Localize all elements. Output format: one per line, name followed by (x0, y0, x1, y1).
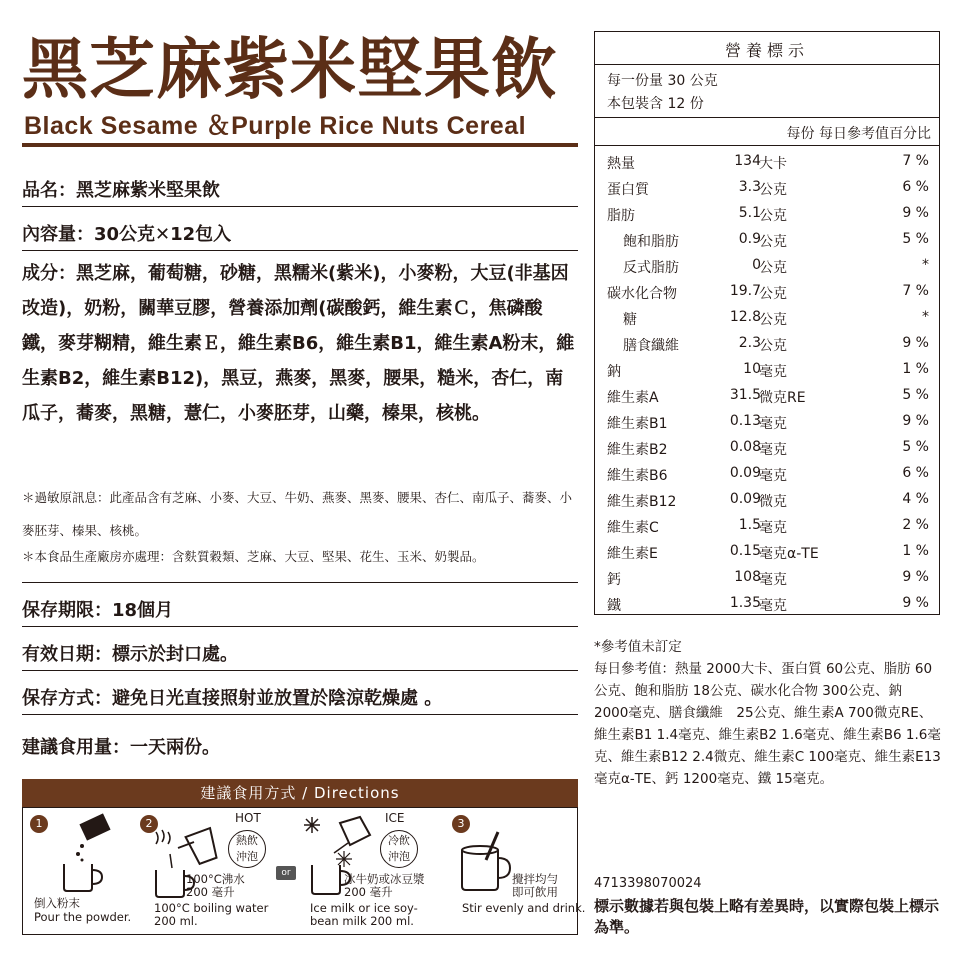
nutrient-unit: 毫克 (759, 520, 787, 536)
daily-value-percent: 9 % (902, 569, 929, 585)
nutrient-name: 鈉 (607, 364, 621, 380)
nutrient-name: 維生素C (607, 520, 659, 536)
nutrient-name: 維生素B12 (607, 494, 677, 510)
nutrient-value: 10 (743, 361, 761, 377)
hot-brew-badge: 熱飲 沖泡 (228, 830, 266, 868)
pour-powder-icon (52, 812, 122, 892)
nutrient-value: 1.5 (738, 517, 761, 533)
nutrition-row (595, 305, 939, 331)
daily-value-percent: * (922, 309, 929, 325)
daily-value-percent: 5 % (902, 231, 929, 247)
nutrient-value: 5.1 (738, 205, 761, 221)
nutrition-row (595, 513, 939, 539)
disclaimer: 標示數據若與包裝上略有差異時，以實際包裝上標示為準。 (594, 897, 940, 936)
nutrition-row (595, 201, 939, 227)
storage: 保存方式：避免日光直接照射並放置於陰涼乾燥處 。 (22, 688, 443, 709)
product-title-zh: 黑芝麻紫米堅果飲 (22, 31, 558, 108)
daily-value-percent: 4 % (902, 491, 929, 507)
nutrient-name: 鐵 (607, 598, 621, 614)
nutrient-name: 糖 (623, 312, 637, 328)
nutrient-value: 1.35 (729, 595, 761, 611)
nutrient-name: 碳水化合物 (607, 286, 677, 302)
nutrient-name: 維生素E (607, 546, 658, 562)
divider (22, 582, 578, 583)
nutrition-row (595, 539, 939, 565)
divider (22, 206, 578, 207)
daily-value-percent: 7 % (902, 153, 929, 169)
nutrition-row (595, 591, 939, 617)
nutrition-row (595, 435, 939, 461)
nutrient-unit: 大卡 (759, 156, 787, 172)
nutrient-name: 熱量 (607, 156, 635, 172)
nutrient-value: 19.7 (729, 283, 761, 299)
nutrient-unit: 毫克α-TE (759, 546, 819, 562)
daily-value-percent: 5 % (902, 439, 929, 455)
nutrient-value: 0.15 (729, 543, 761, 559)
serving-size: 每一份量 30 公克 (607, 73, 718, 89)
nutrient-name: 維生素B6 (607, 468, 668, 484)
divider (595, 117, 939, 118)
daily-value-percent: 9 % (902, 413, 929, 429)
nutrient-unit: 公克 (759, 208, 787, 224)
nutrient-value: 0.13 (729, 413, 761, 429)
nutrient-unit: 毫克 (759, 442, 787, 458)
daily-value-percent: * (922, 257, 929, 273)
hot-water-label-en: 100°C boiling water 200 ml. (154, 901, 269, 928)
hot-water-label-zh: 100°C沸水 200 毫升 (186, 872, 245, 899)
nutrient-unit: 毫克 (759, 416, 787, 432)
nutrient-name: 蛋白質 (607, 182, 649, 198)
step-3-label-zh: 攪拌均勻 即可飲用 (512, 872, 558, 899)
nutrition-title: 營養標示 (724, 41, 809, 60)
product-name: 品名：黑芝麻紫米堅果飲 (22, 180, 220, 201)
step-1-number: 1 (30, 815, 48, 833)
nutrient-name: 脂肪 (607, 208, 635, 224)
barcode-number: 4713398070024 (594, 876, 702, 891)
allergen-note: ＊過敏原訊息：此產品含有芝麻、小麥、大豆、牛奶、燕麥、黑麥、腰果、杏仁、南瓜子、蕎麥、小麥胚芽、榛果、核桃。 (22, 490, 573, 538)
step-3-label-en: Stir evenly and drink. (462, 901, 586, 915)
nutrient-value: 0 (752, 257, 761, 273)
ice-label: ICE (385, 811, 405, 825)
nutrient-value: 0.09 (729, 465, 761, 481)
product-title-en: Black Sesame ＆Purple Rice Nuts Cereal (24, 112, 527, 140)
nutrient-unit: 公克 (759, 234, 787, 250)
factory-note: ＊本食品生產廠房亦處理：含麩質穀類、芝麻、大豆、堅果、花生、玉米、奶製品。 (22, 549, 485, 564)
nutrient-value: 31.5 (729, 387, 761, 403)
step-2-number: 2 (140, 815, 158, 833)
daily-value-percent: 7 % (902, 283, 929, 299)
nutrition-row (595, 383, 939, 409)
nutrient-value: 0.09 (729, 491, 761, 507)
nutrient-unit: 毫克 (759, 598, 787, 614)
shelf-life: 保存期限：18個月 (22, 600, 174, 621)
nutrition-table (594, 31, 940, 615)
nutrient-name: 維生素A (607, 390, 659, 406)
ice-milk-label-zh: 冰牛奶或冰豆漿 200 毫升 (344, 872, 425, 899)
nutrient-value: 0.08 (729, 439, 761, 455)
servings-per-package: 本包裝含 12 份 (607, 96, 704, 112)
nutrition-row (595, 565, 939, 591)
nutrition-row (595, 227, 939, 253)
column-header: 每份 每日參考值百分比 (786, 126, 931, 142)
nutrient-unit: 微克RE (759, 390, 806, 406)
nutrient-unit: 公克 (759, 260, 787, 276)
hot-label: HOT (235, 811, 261, 825)
nutrition-row (595, 357, 939, 383)
nutrition-row (595, 487, 939, 513)
cold-brew-badge: 冷飲 沖泡 (380, 830, 418, 868)
nutrient-unit: 毫克 (759, 572, 787, 588)
daily-value-percent: 1 % (902, 543, 929, 559)
nutrient-unit: 公克 (759, 312, 787, 328)
nutrient-name: 維生素B1 (607, 416, 668, 432)
nutrient-unit: 微克 (759, 494, 787, 510)
nutrient-value: 134 (734, 153, 761, 169)
nutrient-name: 飽和脂肪 (623, 234, 679, 250)
daily-value-percent: 6 % (902, 179, 929, 195)
daily-value-percent: 2 % (902, 517, 929, 533)
content-amount: 內容量：30公克✕12包入 (22, 224, 232, 245)
or-separator: or (276, 866, 296, 880)
nutrition-row (595, 461, 939, 487)
daily-value-percent: 9 % (902, 595, 929, 611)
nutrient-unit: 公克 (759, 182, 787, 198)
divider (595, 64, 939, 65)
step-1-label-en: Pour the powder. (34, 910, 132, 924)
serving-suggestion: 建議食用量：一天兩份。 (22, 737, 220, 758)
daily-value-percent: 5 % (902, 387, 929, 403)
nutrient-name: 維生素B2 (607, 442, 668, 458)
divider (595, 145, 939, 146)
step-1-label-zh: 倒入粉末 (34, 896, 80, 910)
nutrient-unit: 毫克 (759, 364, 787, 380)
divider (22, 714, 578, 715)
nutrient-name: 反式脂肪 (623, 260, 679, 276)
reference-values: *參考值未訂定 每日參考值：熱量 2000大卡、蛋白質 60公克、脂肪 60公克、飽和脂肪 18公克、碳水化合物 300公克、鈉 2000毫克、膳食纖維 25公克、維生素A 700微克RE、維生素B1 1.4毫克、維生素B2 1.6毫克、維生素B6 1.6毫克、維生素B12 2.4微克、維生素C 100毫克、維生素E13毫克α-TE、鈣 1200毫克、鐵 15毫克。 (594, 639, 941, 787)
divider (22, 670, 578, 671)
nutrient-unit: 公克 (759, 338, 787, 354)
daily-value-percent: 1 % (902, 361, 929, 377)
nutrient-value: 2.3 (738, 335, 761, 351)
step-3-number: 3 (452, 815, 470, 833)
nutrient-value: 12.8 (729, 309, 761, 325)
nutrient-value: 108 (734, 569, 761, 585)
title-divider (22, 143, 578, 147)
divider (22, 250, 578, 251)
directions-header: 建議食用方式 / Directions (22, 779, 578, 807)
nutrition-row (595, 253, 939, 279)
nutrition-row (595, 409, 939, 435)
ingredients: 成分：黑芝麻，葡萄糖，砂糖，黑糯米(紫米)，小麥粉，大豆(非基因改造)，奶粉，關華豆膠，營養添加劑(碳酸鈣，維生素Ｃ，焦磷酸鐵，麥芽糊精，維生素Ｅ，維生素B6，維生素B1，維生素A粉末，維生素B2，維生素B12)，黑豆，燕麥，黑麥，腰果，糙米，杏仁，南瓜子，蕎麥，黑糖，薏仁，小麥胚芽，山藥，榛果，核桃。 (22, 263, 575, 424)
nutrition-row (595, 279, 939, 305)
nutrient-unit: 毫克 (759, 468, 787, 484)
nutrient-value: 3.3 (738, 179, 761, 195)
nutrition-row (595, 175, 939, 201)
divider (22, 626, 578, 627)
nutrient-name: 鈣 (607, 572, 621, 588)
ice-milk-label-en: Ice milk or ice soy- bean milk 200 ml. (310, 901, 418, 928)
stir-cup-icon (458, 830, 518, 894)
nutrient-unit: 公克 (759, 286, 787, 302)
nutrient-name: 膳食纖維 (623, 338, 679, 354)
expiry: 有效日期：標示於封口處。 (22, 644, 238, 665)
daily-value-percent: 9 % (902, 205, 929, 221)
nutrition-row (595, 149, 939, 175)
daily-value-percent: 6 % (902, 465, 929, 481)
daily-value-percent: 9 % (902, 335, 929, 351)
nutrition-row (595, 331, 939, 357)
nutrient-value: 0.9 (738, 231, 761, 247)
